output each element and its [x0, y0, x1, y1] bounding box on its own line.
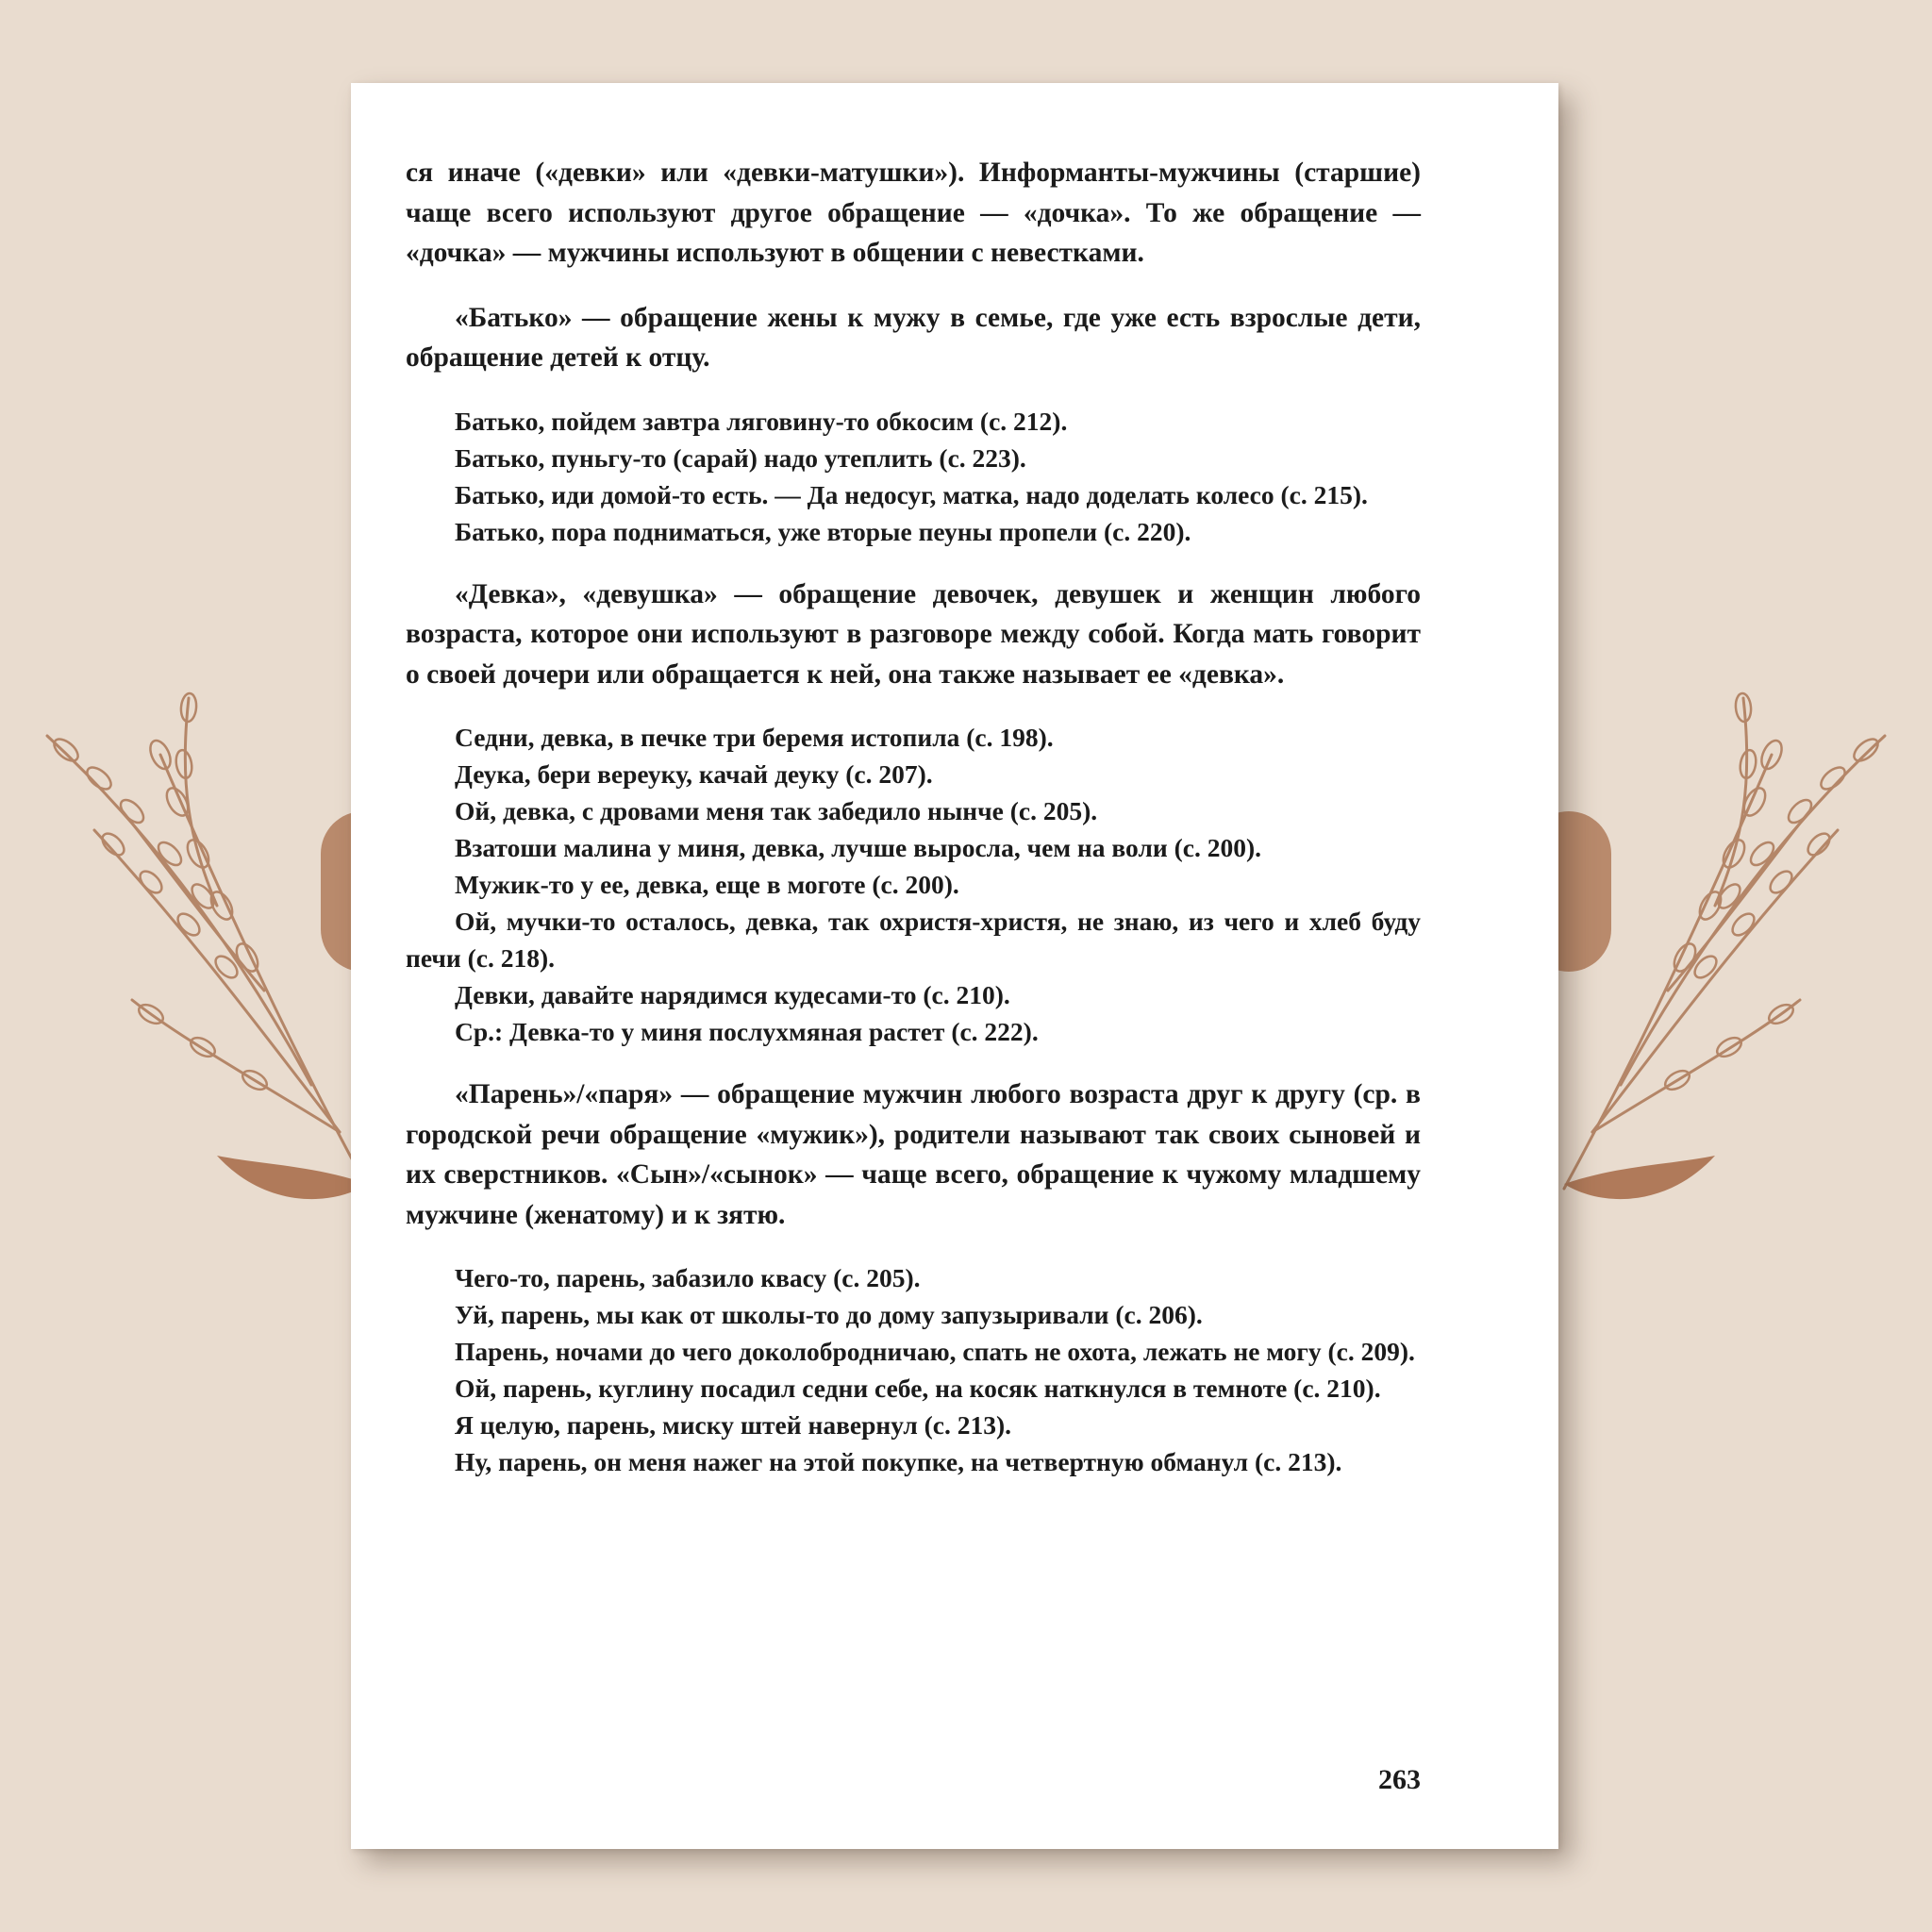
willow-branch-left-decoration: [28, 641, 406, 1245]
example-line: Я целую, парень, миску штей навернул (с. 213).: [455, 1410, 1012, 1440]
example-line: Уй, парень, мы как от школы-то до дому запузыривали (с. 206).: [455, 1300, 1203, 1329]
example-line: Батько, пора подниматься, уже вторые пеуны пропели (с. 220).: [455, 516, 1191, 546]
examples-batko: [406, 403, 1421, 550]
example-line: Седни, девка, в печке три беремя истопила (с. 198).: [455, 723, 1054, 752]
page-text: [406, 153, 1421, 1505]
paragraph-batko: «Батько» — обращение жены к мужу в семье, где уже есть взрослые дети, обращение детей к отцу.: [406, 302, 1421, 373]
example-line: Парень, ночами до чего доколобродничаю, спать не охота, лежать не могу (с. 209).: [455, 1337, 1415, 1366]
example-line: Ой, мучки-то осталось, девка, так охристя-христя, не знаю, из чего и хлеб буду печи (с. 218).: [406, 907, 1421, 973]
example-line: Ср.: Девка-то у миня послухмяная растет (с. 222).: [455, 1017, 1039, 1046]
paragraph-devka: «Девка», «девушка» — обращение девочек, девушек и женщин любого возраста, которое они используют в разговоре между собой. Когда мать говорит о своей дочери или обращается к ней, она также называет ее «девка».: [406, 578, 1421, 690]
example-line: Ой, парень, куглину посадил седни себе, на косяк наткнулся в темноте (с. 210).: [455, 1374, 1381, 1403]
example-line: Взатоши малина у миня, девка, лучше выросла, чем на воли (с. 200).: [455, 833, 1261, 862]
examples-paren: [406, 1259, 1421, 1480]
examples-devka: [406, 719, 1421, 1050]
paragraph-paren: «Парень»/«паря» — обращение мужчин любого возраста друг к другу (ср. в городской речи обращение «мужик»), родители называют так своих сыновей и их сверстников. «Сын»/«сынок» — чаще всего, обращение к чужому младшему мужчине (женатому) и к зятю.: [406, 1079, 1421, 1230]
example-line: Ну, парень, он меня нажег на этой покупке, на четвертную обманул (с. 213).: [455, 1447, 1342, 1476]
example-line: Девки, давайте нарядимся кудесами-то (с. 210).: [455, 980, 1010, 1009]
example-line: Чего-то, парень, забазило квасу (с. 205).: [455, 1263, 921, 1292]
example-line: Батько, пуньгу-то (сарай) надо утеплить (с. 223).: [455, 442, 1026, 473]
willow-branch-right-decoration: [1526, 641, 1904, 1245]
example-line: Батько, пойдем завтра ляговину-то обкосим (с. 212).: [455, 406, 1068, 436]
example-line: Батько, иди домой-то есть. — Да недосуг, матка, надо доделать колесо (с. 215).: [455, 479, 1368, 509]
book-page: [351, 83, 1558, 1849]
paragraph-intro: ся иначе («девки» или «девки-матушки»). Информанты-мужчины (старшие) чаще всего используют другое обращение — «дочка». То же обращение — «дочка» — мужчины используют в общении с невестками.: [406, 158, 1421, 268]
example-line: Деука, бери вереуку, качай деуку (с. 207).: [455, 759, 933, 789]
example-line: Ой, девка, с дровами меня так забедило нынче (с. 205).: [455, 796, 1098, 825]
example-line: Мужик-то у ее, девка, еще в моготе (с. 200).: [455, 870, 959, 899]
page-number: 263: [1378, 1764, 1421, 1795]
